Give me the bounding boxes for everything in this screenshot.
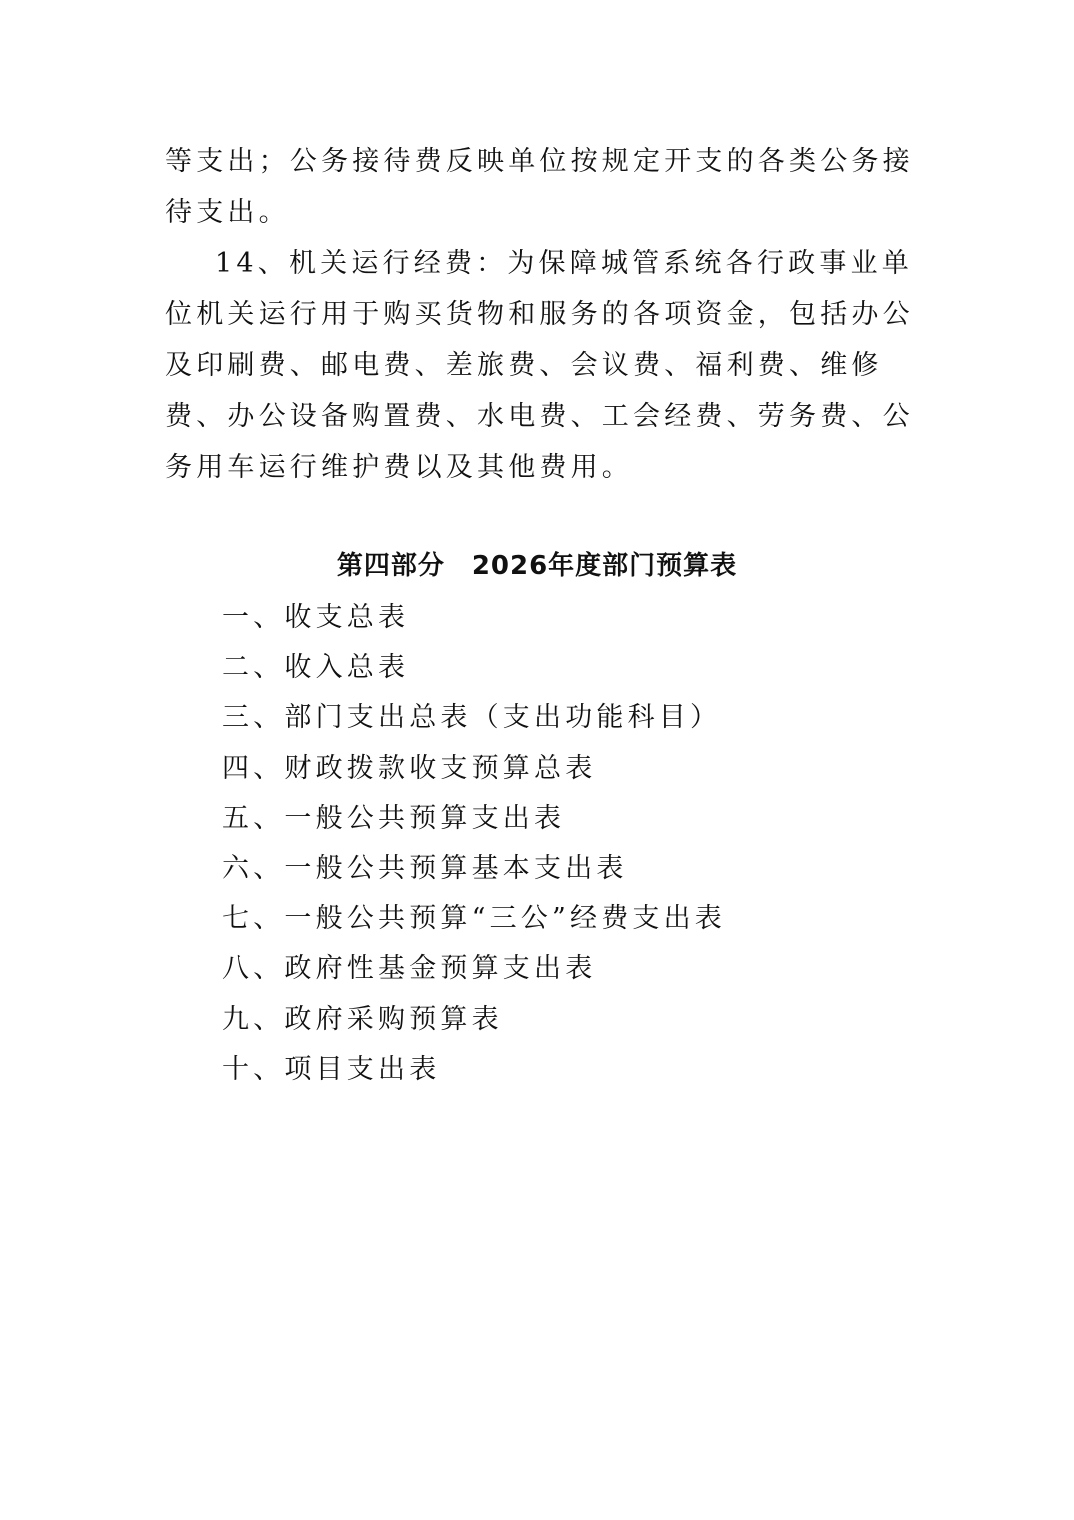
- list-item: 三、部门支出总表（支出功能科目）: [222, 702, 722, 734]
- section-heading: 第四部分 2026年度部门预算表: [336, 551, 738, 581]
- list-item: 六、一般公共预算基本支出表: [222, 853, 628, 885]
- list-item: 一、收支总表: [222, 602, 410, 633]
- list-item: 九、政府采购预算表: [222, 1003, 503, 1035]
- list-item: 四、财政拨款收支预算总表: [222, 752, 597, 784]
- list-item: 五、一般公共预算支出表: [222, 802, 566, 834]
- list-item: 七、一般公共预算“三公”经费支出表: [222, 903, 727, 935]
- continuation-paragraph: 等支出；公务接待费反映单位按规定开支的各类公务接待支出。: [165, 146, 914, 228]
- list-item: 二、收入总表: [222, 652, 410, 684]
- paragraph-14-admin-operating-expenses: 14、机关运行经费：为保障城管系统各行政事业单位机关运行用于购买货物和服务的各项资金，包括办公及印刷费、邮电费、差旅费、会议费、福利费、维修费、办公设备购置费、水电费、工会经费、劳务费、公务用车运行维护费以及其他费用。: [165, 248, 914, 483]
- budget-table-list: [222, 593, 726, 1095]
- list-item: 八、政府性基金预算支出表: [222, 953, 597, 985]
- list-item: 十、项目支出表: [222, 1053, 441, 1085]
